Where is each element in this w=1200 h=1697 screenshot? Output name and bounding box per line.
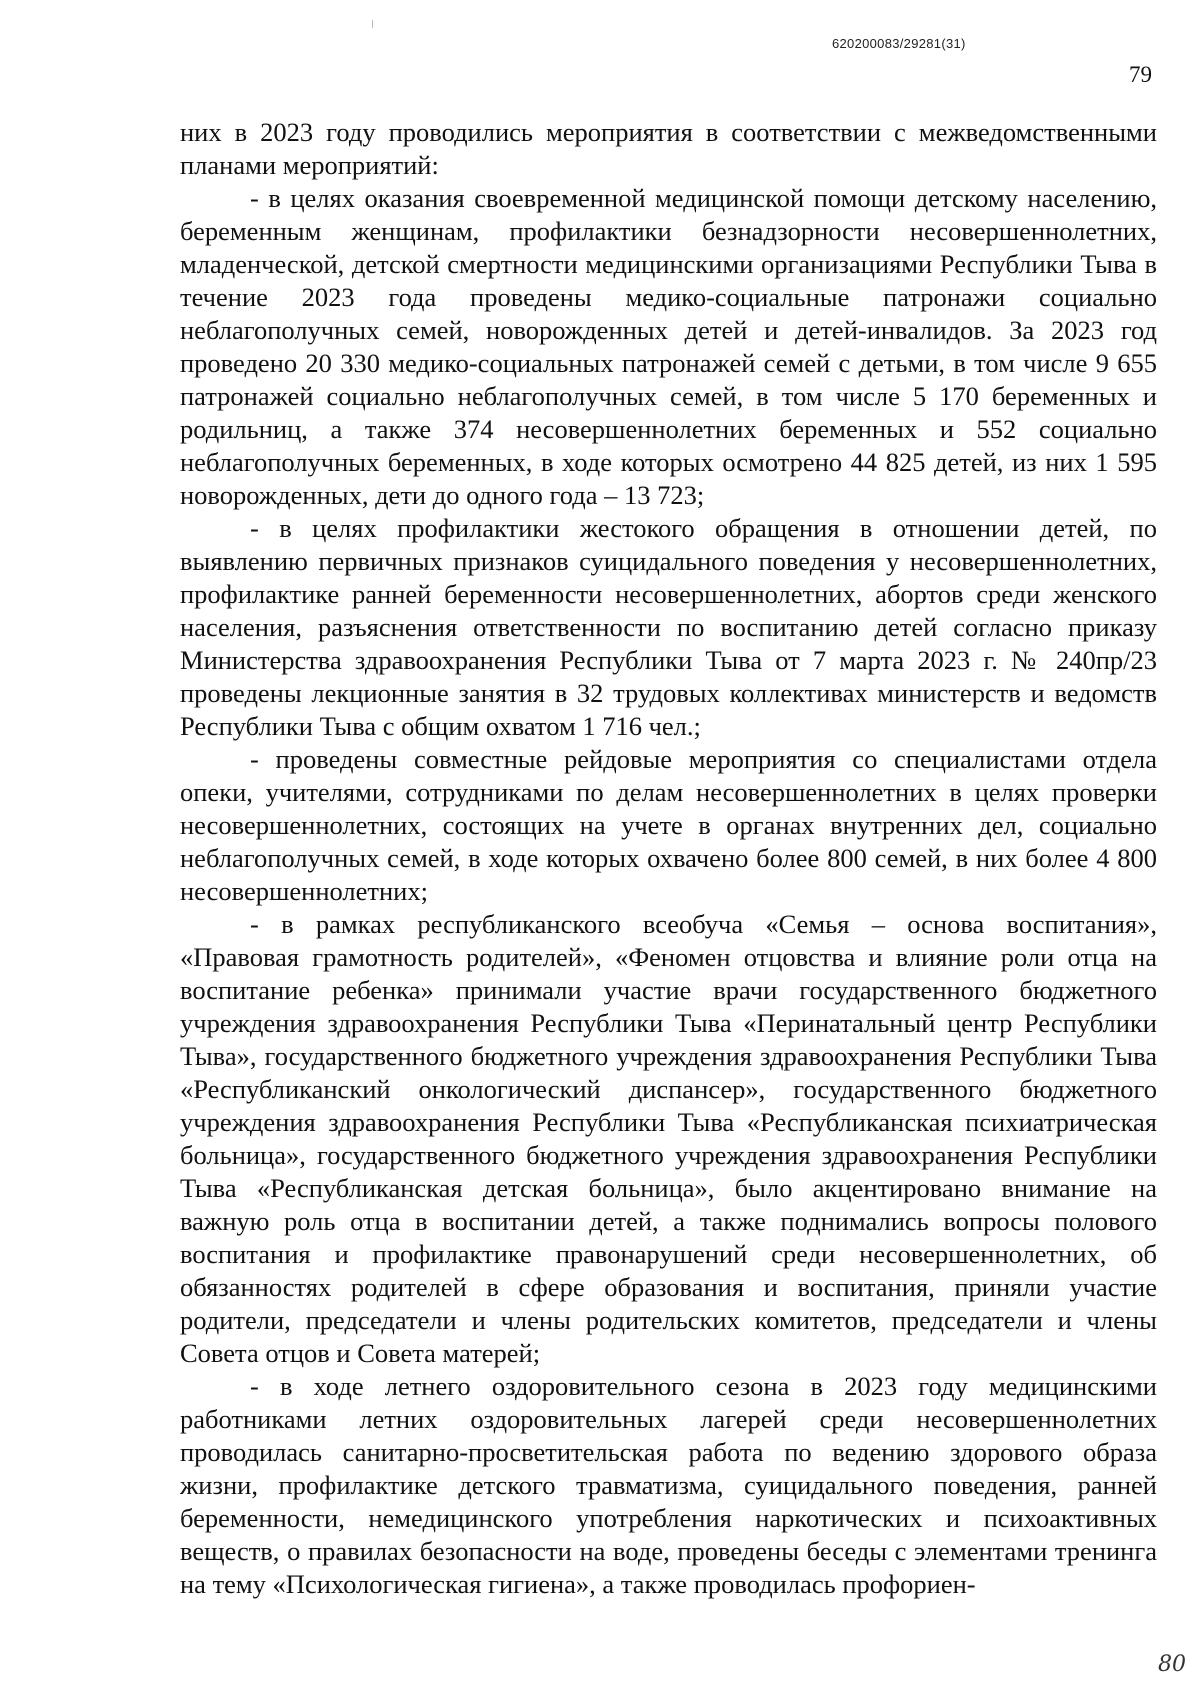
document-id: 620200083/29281(31) [832, 36, 966, 51]
handwritten-page-number: 80 [1158, 1652, 1186, 1677]
page-number: 79 [1129, 62, 1152, 87]
scan-speck [372, 20, 373, 28]
paragraph-summer-season: - в ходе летнего оздоровительного сезона в 2023 году медицинскими работниками летних оздоровительных лагерей среди несовершеннолетних проводилась санитарно-просветительская работа по ведению здорового образа жизни, профилактике детского травматизма, суицидального поведения, ранней беременности, немедицинского употребления наркотических и психоактивных веществ, о правилах безопасности на воде, проведены беседы с элементами тренинга на тему «Психологическая гигиена», а также проводилась профориен- [180, 1371, 1157, 1599]
paragraph-continuation: них в 2023 году проводились мероприятия в соответствии с межведомственными планами мероприятий: [180, 117, 1157, 180]
paragraph-medical-patronage: - в целях оказания своевременной медицинской помощи детскому населению, беременным женщинам, профилактики безнадзорности несовершеннолетних, младенческой, детской смертности медицинскими организациями Республики Тыва в течение 2023 года проведены медико-социальные патронажи социально неблагополучных семей, новорожденных детей и детей-инвалидов. За 2023 год проведено 20 330 медико-социальных патронажей семей с детьми, в том числе 9 655 патронажей социально неблагополучных семей, в том числе 5 170 беременных и родильниц, а также 374 несовершеннолетних беременных и 552 социально неблагополучных беременных, в ходе которых осмотрено 44 825 детей, из них 1 595 новорожденных, дети до одного года – 13 723; [180, 183, 1157, 510]
document-body [180, 116, 1157, 1601]
paragraph-parent-education: - в рамках республиканского всеобуча «Семья – основа воспитания», «Правовая грамотность родителей», «Феномен отцовства и влияние роли отца на воспитание ребенка» принимали участие врачи государственного бюджетного учреждения здравоохранения Республики Тыва «Перинатальный центр Республики Тыва», государственного бюджетного учреждения здравоохранения Республики Тыва «Республиканский онкологический диспансер», государственного бюджетного учреждения здравоохранения Республики Тыва «Республиканская психиатрическая больница», государственного бюджетного учреждения здравоохранения Республики Тыва «Республиканская детская больница», было акцентировано внимание на важную роль отца в воспитании детей, а также поднимались вопросы полового воспитания и профилактике правонарушений среди несовершеннолетних, об обязанностях родителей в сфере образования и воспитания, приняли участие родители, председатели и члены родительских комитетов, председатели и члены Совета отцов и Совета матерей; [180, 909, 1157, 1368]
paragraph-abuse-prevention: - в целях профилактики жестокого обращения в отношении детей, по выявлению первичных признаков суицидального поведения у несовершеннолетних, профилактике ранней беременности несовершеннолетних, абортов среди женского населения, разъяснения ответственности по воспитанию детей согласно приказу Министерства здравоохранения Республики Тыва от 7 марта 2023 г. № 240пр/23 проведены лекционные занятия в 32 трудовых коллективах министерств и ведомств Республики Тыва с общим охватом 1 716 чел.; [180, 513, 1157, 741]
paragraph-joint-raids: - проведены совместные рейдовые мероприятия со специалистами отдела опеки, учителями, сотрудниками по делам несовершеннолетних в целях проверки несовершеннолетних, состоящих на учете в органах внутренних дел, социально неблагополучных семей, в ходе которых охвачено более 800 семей, в них более 4 800 несовершеннолетних; [180, 744, 1157, 906]
